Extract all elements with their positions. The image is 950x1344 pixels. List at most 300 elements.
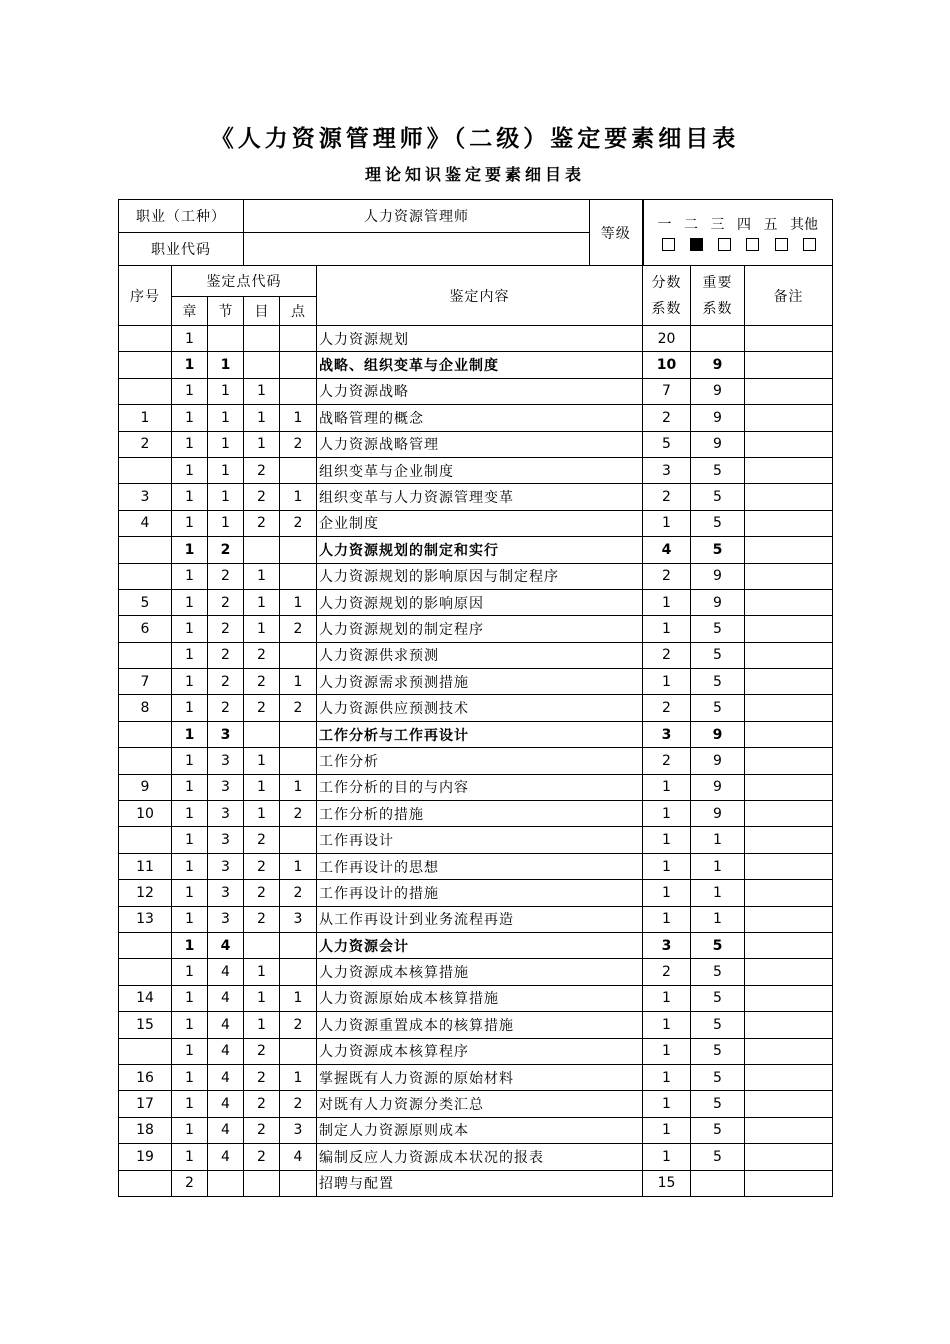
content-cell: 人力资源规划的制定和实行 [317,537,643,563]
table-row [119,748,833,774]
seq-cell [119,932,172,958]
grade-checkbox-3[interactable] [746,238,759,251]
point-cell: 2 [280,1012,317,1038]
point-cell: 1 [280,1064,317,1090]
content-cell: 组织变革与人力资源管理变革 [317,484,643,510]
importance-coef-cell [691,1170,745,1196]
score-coef-cell: 1 [643,669,691,695]
importance-coef-cell: 5 [691,510,745,536]
grade-checkbox-4[interactable] [775,238,788,251]
content-cell: 工作分析 [317,748,643,774]
point-cell [280,932,317,958]
table-row [119,959,833,985]
document-subtitle: 理论知识鉴定要素细目表 [364,165,585,184]
seq-cell [119,721,172,747]
importance-coef-cell: 9 [691,774,745,800]
content-cell: 人力资源战略 [317,378,643,404]
item-cell: 2 [244,1091,280,1117]
section-cell: 4 [208,1117,244,1143]
remarks-cell [745,1091,833,1117]
chapter-cell: 1 [172,774,208,800]
content-cell: 工作再设计的思想 [317,853,643,879]
section-cell: 3 [208,721,244,747]
point-cell [280,748,317,774]
score-coef-cell: 1 [643,1091,691,1117]
table-row [119,1012,833,1038]
content-cell: 人力资源成本核算程序 [317,1038,643,1064]
seq-cell: 1 [119,405,172,431]
score-coef-cell: 1 [643,1012,691,1038]
content-cell: 组织变革与企业制度 [317,457,643,483]
chapter-cell: 1 [172,326,208,352]
importance-coef-cell: 5 [691,457,745,483]
item-cell [244,326,280,352]
section-cell: 4 [208,1091,244,1117]
section-cell: 3 [208,801,244,827]
content-cell: 人力资源重置成本的核算措施 [317,1012,643,1038]
seq-cell: 15 [119,1012,172,1038]
item-cell [244,352,280,378]
grade-checkbox-2[interactable] [718,238,731,251]
score-coef-cell: 1 [643,853,691,879]
content-cell: 编制反应人力资源成本状况的报表 [317,1144,643,1170]
content-cell: 人力资源规划 [317,326,643,352]
seq-cell: 13 [119,906,172,932]
content-cell: 从工作再设计到业务流程再造 [317,906,643,932]
content-cell: 制定人力资源原则成本 [317,1117,643,1143]
grade-checkbox-5[interactable] [803,238,816,251]
importance-coef-cell: 5 [691,1091,745,1117]
section-cell: 1 [208,405,244,431]
col-importance-coef-header: 重要系数 [691,266,745,326]
item-cell: 1 [244,378,280,404]
importance-coef-cell: 9 [691,431,745,457]
section-cell: 4 [208,985,244,1011]
point-cell [280,563,317,589]
remarks-cell [745,1117,833,1143]
chapter-cell: 1 [172,1012,208,1038]
point-cell: 3 [280,1117,317,1143]
content-cell: 工作分析的目的与内容 [317,774,643,800]
point-cell [280,537,317,563]
point-cell: 1 [280,669,317,695]
chapter-cell: 1 [172,1144,208,1170]
table-row [119,985,833,1011]
chapter-cell: 1 [172,827,208,853]
section-cell: 1 [208,510,244,536]
score-coef-cell: 2 [643,959,691,985]
table-row [119,457,833,483]
chapter-cell: 1 [172,1117,208,1143]
chapter-cell: 1 [172,853,208,879]
col-content-header: 鉴定内容 [317,266,643,326]
table-row [119,352,833,378]
content-cell: 对既有人力资源分类汇总 [317,1091,643,1117]
importance-coef-cell: 5 [691,1012,745,1038]
table-row [119,405,833,431]
score-coef-cell: 4 [643,537,691,563]
seq-cell [119,748,172,774]
seq-cell [119,563,172,589]
table-row [119,801,833,827]
remarks-cell [745,932,833,958]
importance-coef-cell: 5 [691,642,745,668]
table-row [119,1038,833,1064]
chapter-cell: 1 [172,616,208,642]
item-cell: 2 [244,1117,280,1143]
col-chapter-header: 章 [172,297,208,326]
grade-label-1: 二 [684,217,699,233]
chapter-cell: 2 [172,1170,208,1196]
remarks-cell [745,589,833,615]
chapter-cell: 1 [172,669,208,695]
remarks-cell [745,563,833,589]
item-cell [244,721,280,747]
importance-coef-cell: 5 [691,959,745,985]
occupation-code-label: 职业代码 [119,233,244,266]
chapter-cell: 1 [172,880,208,906]
item-cell [244,1170,280,1196]
item-cell: 2 [244,906,280,932]
seq-cell [119,537,172,563]
table-row [119,669,833,695]
seq-cell [119,326,172,352]
section-cell: 4 [208,959,244,985]
item-cell: 1 [244,563,280,589]
table-row [119,616,833,642]
section-cell [208,326,244,352]
point-cell: 1 [280,853,317,879]
item-cell: 2 [244,827,280,853]
seq-cell [119,352,172,378]
point-cell: 4 [280,1144,317,1170]
content-cell: 工作分析与工作再设计 [317,721,643,747]
chapter-cell: 1 [172,457,208,483]
table-row [119,431,833,457]
table-row [119,695,833,721]
remarks-cell [745,853,833,879]
section-cell: 2 [208,537,244,563]
section-cell: 3 [208,827,244,853]
content-cell: 人力资源规划的影响原因与制定程序 [317,563,643,589]
importance-coef-cell: 5 [691,1064,745,1090]
score-coef-cell: 1 [643,1117,691,1143]
item-cell: 2 [244,1038,280,1064]
grade-label-3: 四 [737,217,752,233]
content-cell: 人力资源规划的制定程序 [317,616,643,642]
seq-cell [119,827,172,853]
item-cell: 2 [244,1064,280,1090]
remarks-cell [745,774,833,800]
remarks-cell [745,880,833,906]
remarks-cell [745,801,833,827]
section-cell: 1 [208,431,244,457]
seq-cell: 7 [119,669,172,695]
remarks-cell [745,827,833,853]
point-cell [280,959,317,985]
importance-coef-cell: 5 [691,616,745,642]
item-cell: 2 [244,1144,280,1170]
remarks-cell [745,1144,833,1170]
remarks-cell [745,959,833,985]
chapter-cell: 1 [172,1064,208,1090]
section-cell: 1 [208,457,244,483]
table-row [119,1091,833,1117]
section-cell: 2 [208,669,244,695]
point-cell: 2 [280,801,317,827]
remarks-cell [745,484,833,510]
col-section-header: 节 [208,297,244,326]
chapter-cell: 1 [172,748,208,774]
point-cell: 1 [280,985,317,1011]
content-cell: 人力资源供求预测 [317,642,643,668]
importance-coef-cell: 1 [691,906,745,932]
point-cell [280,1038,317,1064]
table-row [119,906,833,932]
chapter-cell: 1 [172,695,208,721]
chapter-cell: 1 [172,932,208,958]
score-coef-cell: 2 [643,695,691,721]
content-cell: 工作分析的措施 [317,801,643,827]
point-cell: 2 [280,1091,317,1117]
chapter-cell: 1 [172,537,208,563]
section-cell: 3 [208,774,244,800]
importance-coef-cell: 5 [691,695,745,721]
importance-coef-cell: 5 [691,484,745,510]
score-coef-cell: 2 [643,642,691,668]
chapter-cell: 1 [172,1091,208,1117]
remarks-cell [745,1170,833,1196]
chapter-cell: 1 [172,563,208,589]
score-coef-cell: 3 [643,721,691,747]
document-title: 《人力资源管理师》（二级）鉴定要素细目表 [210,125,740,152]
section-cell: 1 [208,378,244,404]
score-coef-cell: 1 [643,1064,691,1090]
score-coef-cell: 1 [643,801,691,827]
col-item-header: 目 [244,297,280,326]
remarks-cell [745,326,833,352]
grade-checkbox-1[interactable] [690,238,703,251]
table-row [119,1064,833,1090]
importance-coef-cell: 9 [691,378,745,404]
importance-coef-cell: 9 [691,405,745,431]
grade-selector [643,200,833,266]
seq-cell: 16 [119,1064,172,1090]
table-row [119,1117,833,1143]
occupation-label: 职业（工种） [119,200,244,233]
score-coef-cell: 1 [643,827,691,853]
seq-cell: 10 [119,801,172,827]
item-cell: 1 [244,959,280,985]
seq-cell: 5 [119,589,172,615]
chapter-cell: 1 [172,959,208,985]
score-coef-cell: 1 [643,880,691,906]
seq-cell: 12 [119,880,172,906]
remarks-cell [745,457,833,483]
section-cell: 4 [208,932,244,958]
table-row [119,589,833,615]
chapter-cell: 1 [172,405,208,431]
remarks-cell [745,695,833,721]
item-cell: 1 [244,801,280,827]
point-cell [280,721,317,747]
point-cell: 1 [280,589,317,615]
score-coef-cell: 2 [643,563,691,589]
seq-cell [119,457,172,483]
grade-label-4: 五 [763,217,778,233]
point-cell: 2 [280,695,317,721]
score-coef-cell: 1 [643,985,691,1011]
chapter-cell: 1 [172,801,208,827]
chapter-cell: 1 [172,431,208,457]
section-cell [208,1170,244,1196]
point-cell [280,326,317,352]
col-score-coef-header: 分数系数 [643,266,691,326]
seq-cell: 3 [119,484,172,510]
remarks-cell [745,721,833,747]
remarks-cell [745,378,833,404]
seq-cell [119,959,172,985]
score-coef-cell: 1 [643,589,691,615]
score-coef-cell: 1 [643,1038,691,1064]
table-row [119,932,833,958]
table-row [119,880,833,906]
remarks-cell [745,642,833,668]
content-cell: 掌握既有人力资源的原始材料 [317,1064,643,1090]
table-row [119,827,833,853]
importance-coef-cell: 5 [691,1038,745,1064]
remarks-cell [745,431,833,457]
section-cell: 3 [208,853,244,879]
point-cell: 3 [280,906,317,932]
section-cell: 4 [208,1012,244,1038]
grade-label-5: 其他 [790,217,819,233]
item-cell [244,932,280,958]
remarks-cell [745,405,833,431]
score-coef-cell: 2 [643,405,691,431]
item-cell: 1 [244,616,280,642]
point-cell: 2 [280,616,317,642]
point-cell [280,457,317,483]
chapter-cell: 1 [172,484,208,510]
seq-cell: 4 [119,510,172,536]
table-row [119,721,833,747]
score-coef-cell: 10 [643,352,691,378]
remarks-cell [745,510,833,536]
section-cell: 2 [208,695,244,721]
seq-cell: 19 [119,1144,172,1170]
chapter-cell: 1 [172,985,208,1011]
importance-coef-cell: 5 [691,1144,745,1170]
content-cell: 战略管理的概念 [317,405,643,431]
content-cell: 人力资源规划的影响原因 [317,589,643,615]
section-cell: 2 [208,563,244,589]
remarks-cell [745,352,833,378]
point-cell [280,827,317,853]
remarks-cell [745,1038,833,1064]
seq-cell: 2 [119,431,172,457]
table-row [119,1170,833,1196]
table-row [119,537,833,563]
score-coef-cell: 7 [643,378,691,404]
point-cell [280,1170,317,1196]
section-cell: 4 [208,1064,244,1090]
chapter-cell: 1 [172,589,208,615]
importance-coef-cell: 5 [691,537,745,563]
importance-coef-cell: 5 [691,932,745,958]
item-cell: 1 [244,405,280,431]
point-cell: 1 [280,405,317,431]
importance-coef-cell: 1 [691,880,745,906]
point-cell: 2 [280,880,317,906]
importance-coef-cell: 9 [691,748,745,774]
point-cell: 2 [280,510,317,536]
section-cell: 2 [208,616,244,642]
item-cell: 2 [244,642,280,668]
table-row [119,510,833,536]
point-cell [280,642,317,668]
grade-label-0: 一 [657,217,672,233]
point-cell: 1 [280,484,317,510]
col-point-header: 点 [280,297,317,326]
score-coef-cell: 15 [643,1170,691,1196]
score-coef-cell: 20 [643,326,691,352]
score-coef-cell: 1 [643,510,691,536]
col-code-group-header: 鉴定点代码 [172,266,317,297]
score-coef-cell: 2 [643,484,691,510]
remarks-cell [745,537,833,563]
elements-table [118,199,833,1197]
section-cell: 1 [208,484,244,510]
item-cell: 1 [244,431,280,457]
seq-cell [119,642,172,668]
score-coef-cell: 1 [643,906,691,932]
importance-coef-cell: 1 [691,827,745,853]
importance-coef-cell: 5 [691,669,745,695]
grade-checkbox-0[interactable] [662,238,675,251]
importance-coef-cell: 1 [691,853,745,879]
table-row [119,326,833,352]
content-cell: 人力资源原始成本核算措施 [317,985,643,1011]
remarks-cell [745,1064,833,1090]
score-coef-cell: 1 [643,1144,691,1170]
occupation-value: 人力资源管理师 [244,200,590,233]
content-cell: 人力资源供应预测技术 [317,695,643,721]
item-cell: 1 [244,774,280,800]
item-cell: 2 [244,457,280,483]
grade-label-2: 三 [710,217,725,233]
table-row [119,774,833,800]
seq-cell: 6 [119,616,172,642]
col-remarks-header: 备注 [745,266,833,326]
importance-coef-cell [691,326,745,352]
seq-cell: 17 [119,1091,172,1117]
item-cell: 1 [244,1012,280,1038]
section-cell: 4 [208,1038,244,1064]
point-cell: 1 [280,774,317,800]
item-cell: 1 [244,589,280,615]
remarks-cell [745,669,833,695]
point-cell: 2 [280,431,317,457]
seq-cell: 18 [119,1117,172,1143]
table-row [119,484,833,510]
remarks-cell [745,1012,833,1038]
item-cell: 2 [244,695,280,721]
table-row [119,563,833,589]
item-cell: 1 [244,748,280,774]
content-cell: 战略、组织变革与企业制度 [317,352,643,378]
content-cell: 工作再设计 [317,827,643,853]
